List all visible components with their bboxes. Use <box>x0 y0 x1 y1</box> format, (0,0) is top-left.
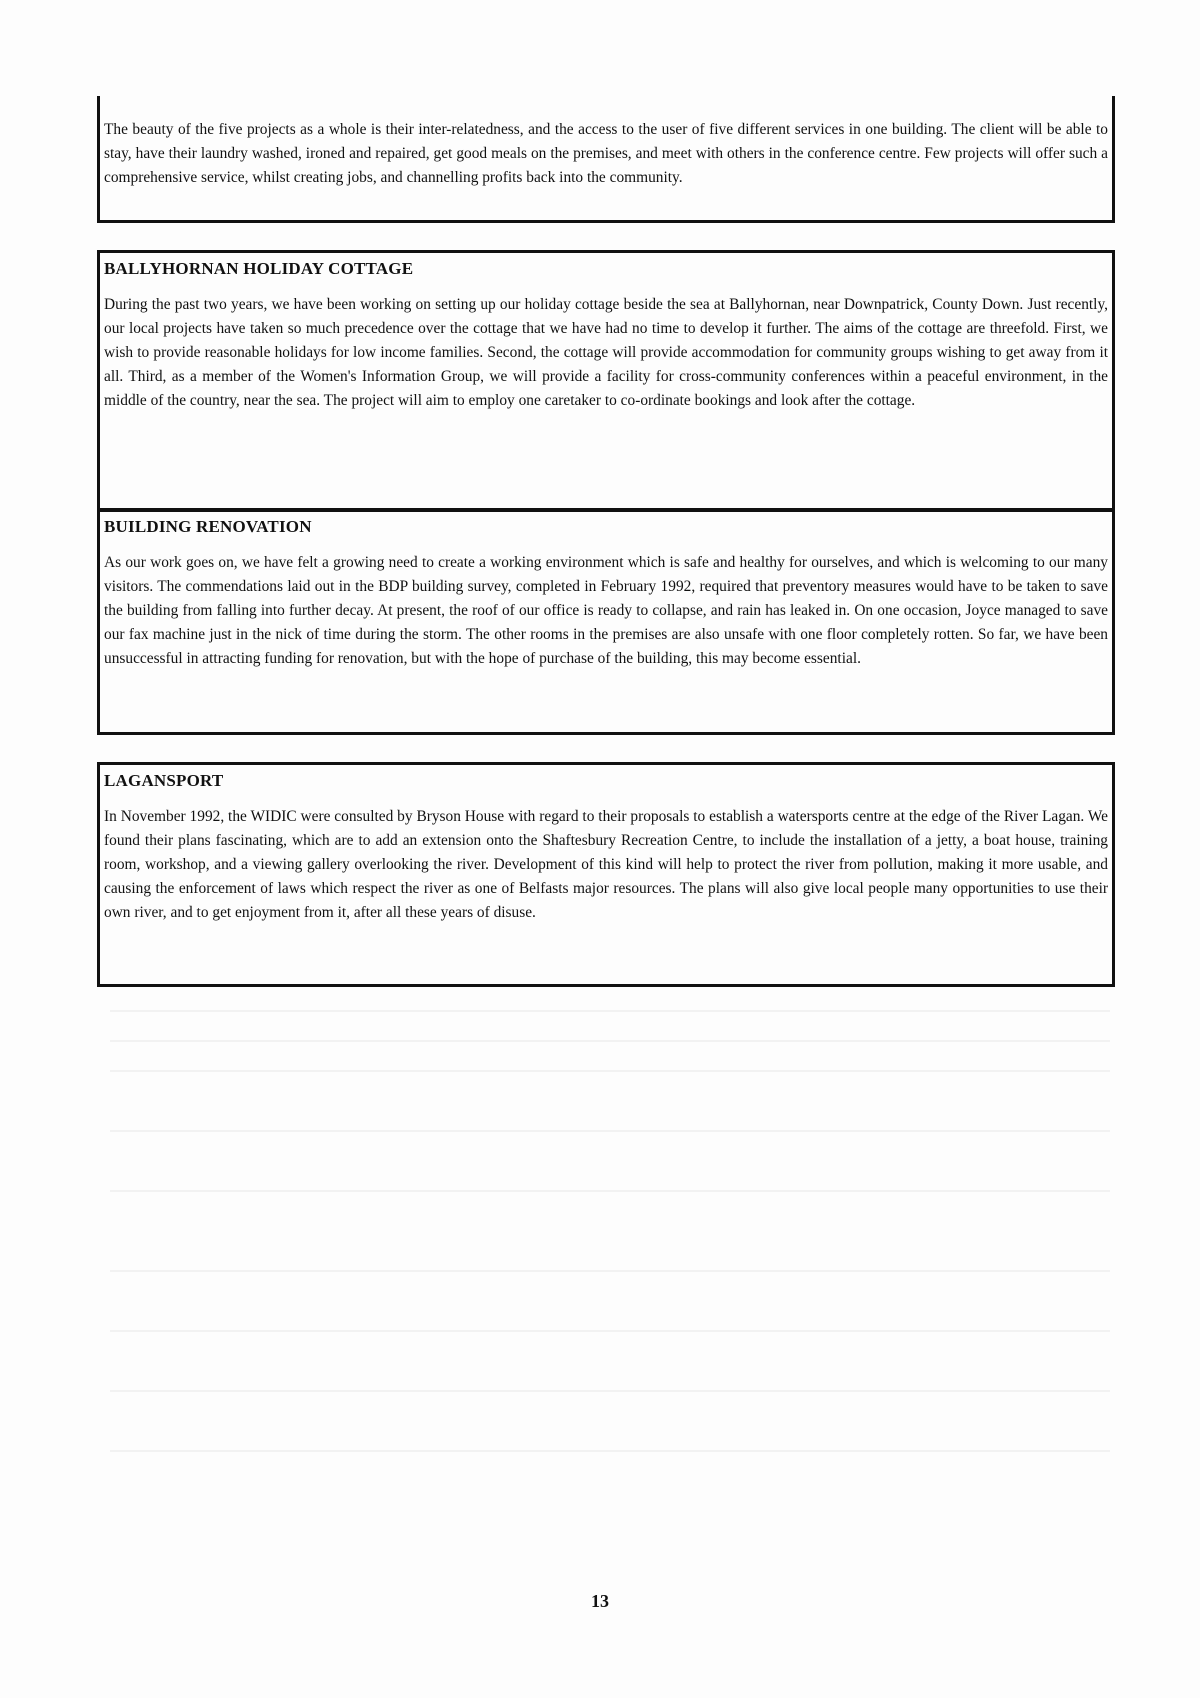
section-lagansport <box>97 762 1115 987</box>
section-paragraph: As our work goes on, we have felt a growing need to create a working environment which is safe and healthy for ourselves, and which is welcoming to our many visitors. The commendations laid out in the BDP building survey, completed in February 1992, required that preventory measures would have to be taken to save the building from falling into further decay. At present, the roof of our office is ready to collapse, and rain has leaked in. On one occasion, Joyce managed to save our fax machine just in the nick of time during the storm. The other rooms in the premises are also unsafe with one floor completely rotten. So far, we have been unsuccessful in attracting funding for renovation, but with the hope of purchase of the building, this may become essential. <box>104 554 1108 667</box>
bleed-through-line <box>110 1190 1110 1192</box>
section-heading: BALLYHORNAN HOLIDAY COTTAGE <box>104 259 414 278</box>
section-heading: LAGANSPORT <box>104 771 224 790</box>
bleed-through-line <box>110 1330 1110 1332</box>
bleed-through-line <box>110 1390 1110 1392</box>
intro-paragraph: The beauty of the five projects as a whole is their inter-relatedness, and the access to the user of five different services in one building. The client will be able to stay, have their laundry washed, ironed and repaired, get good meals on the premises, and meet with others in the conference centre. Few projects will offer such a comprehensive service, whilst creating jobs, and channelling profits back into the community. <box>104 121 1108 186</box>
section-paragraph: In November 1992, the WIDIC were consulted by Bryson House with regard to their proposals to establish a watersports centre at the edge of the River Lagan. We found their plans fascinating, which are to add an extension onto the Shaftesbury Recreation Centre, to include the installation of a jetty, a boat house, training room, workshop, and a viewing gallery overlooking the river. Development of this kind will help to protect the river from pollution, making it more usable, and causing the enforcement of laws which respect the river as one of Belfasts major resources. The plans will also give local people many opportunities to use their own river, and to get enjoyment from it, after all these years of disuse. <box>104 808 1108 921</box>
section-heading: BUILDING RENOVATION <box>104 517 312 536</box>
bleed-through-line <box>110 1130 1110 1132</box>
section-paragraph: During the past two years, we have been working on setting up our holiday cottage beside the sea at Ballyhornan, near Downpatrick, County Down. Just recently, our local projects have taken so much precedence over the cottage that we have had no time to develop it further. The aims of the cottage are threefold. First, we wish to provide reasonable holidays for low income families. Second, the cottage will provide accommodation for community groups wishing to get away from it all. Third, as a member of the Women's Information Group, we will provide a facility for cross-community conferences within a peaceful environment, in the middle of the country, near the sea. The project will aim to employ one caretaker to co-ordinate bookings and look after the cottage. <box>104 296 1108 409</box>
bleed-through-line <box>110 1010 1110 1012</box>
intro-box <box>97 96 1115 223</box>
bleed-through-line <box>110 1070 1110 1072</box>
bleed-through-line <box>110 1270 1110 1272</box>
section-ballyhornan-holiday-cottage <box>97 250 1115 512</box>
bleed-through-line <box>110 1450 1110 1452</box>
bleed-through-line <box>110 1040 1110 1042</box>
page-number: 13 <box>591 1591 609 1611</box>
section-building-renovation <box>97 508 1115 735</box>
